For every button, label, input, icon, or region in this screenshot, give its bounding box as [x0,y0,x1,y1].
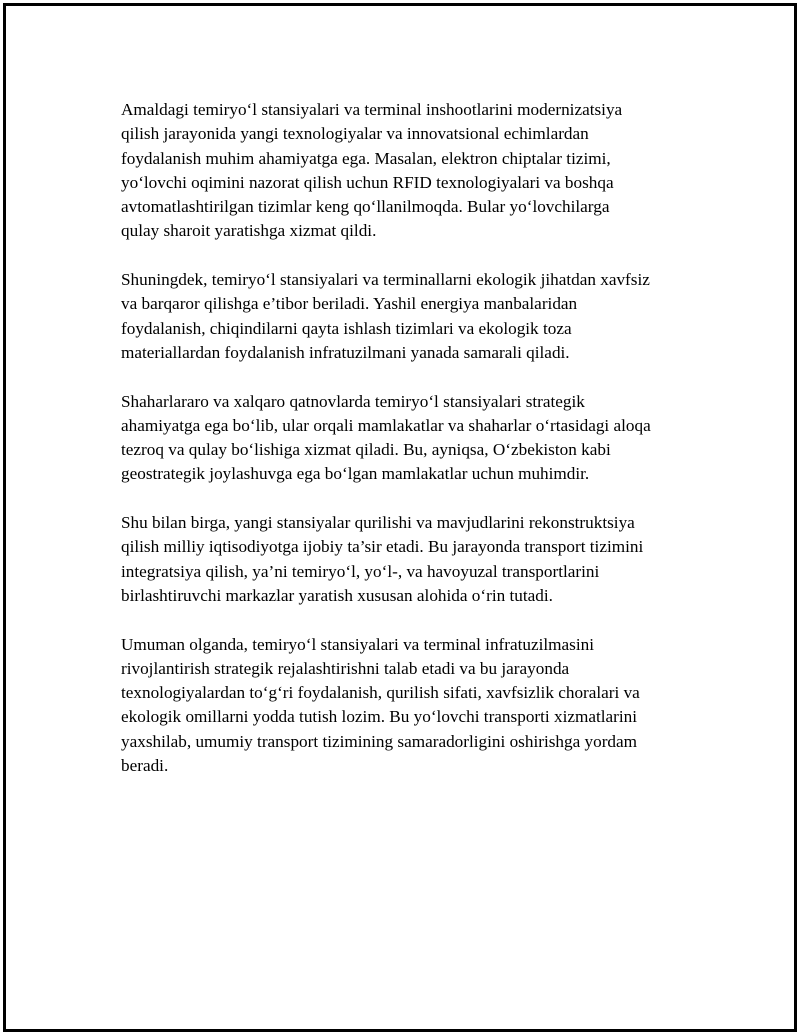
paragraph-economy: Shu bilan birga, yangi stansiyalar qurilishi va mavjudlarini rekonstruktsiya qilish milliy iqtisodiyotga ijobiy ta’sir etadi. Bu jarayonda transport tizimini integratsiya qilish, ya’ni temiryo‘l, yo‘l-, va havoyuzal transportlarini birlashtiruvchi markazlar yaratish xususan alohida o‘rin tutadi. [121,513,644,605]
document-body [121,98,711,803]
paragraph-strategic-importance: Shaharlararo va xalqaro qatnovlarda temiryo‘l stansiyalari strategik ahamiyatga ega bo‘lib, ular orqali mamlakatlar va shaharlar o‘rtasidagi aloqa tezroq va qulay bo‘lishiga xizmat qiladi. Bu, ayniqsa, O‘zbekiston kabi geostrategik joylashuvga ega bo‘lgan mamlakatlar uchun muhimdir. [121,391,651,484]
paragraph-conclusion: Umuman olganda, temiryo‘l stansiyalari va terminal infratuzilmasini rivojlantirish strategik rejalashtirishni talab etadi va bu jarayonda texnologiyalardan to‘g‘ri foydalanish, qurilish sifati, xavfsizlik choralari va ekologik omillarni yodda tutish lozim. Bu yo‘lovchi transporti xizmatlarini yaxshilab, umumiy transport tizimining samaradorligini oshirishga yordam beradi. [121,634,640,776]
paragraph-ecology: Shuningdek, temiryo‘l stansiyalari va terminallarni ekologik jihatdan xavfsiz va barqaror qilishga e’tibor beriladi. Yashil energiya manbalaridan foydalanish, chiqindilarni qayta ishlash tizimlari va ekologik toza materiallardan foydalanish infratuzilmani yanada samarali qiladi. [121,270,650,362]
page [3,3,797,1032]
paragraph-modernization: Amaldagi temiryo‘l stansiyalari va terminal inshootlarini modernizatsiya qilish jarayonida yangi texnologiyalar va innovatsional echimlardan foydalanish muhim ahamiyatga ega. Masalan, elektron chiptalar tizimi, yo‘lovchi oqimini nazorat qilish uchun RFID texnologiyalari va boshqa avtomatlashtirilgan tizimlar keng qo‘llanilmoqda. Bular yo‘lovchilarga qulay sharoit yaratishga xizmat qildi. [121,100,623,241]
